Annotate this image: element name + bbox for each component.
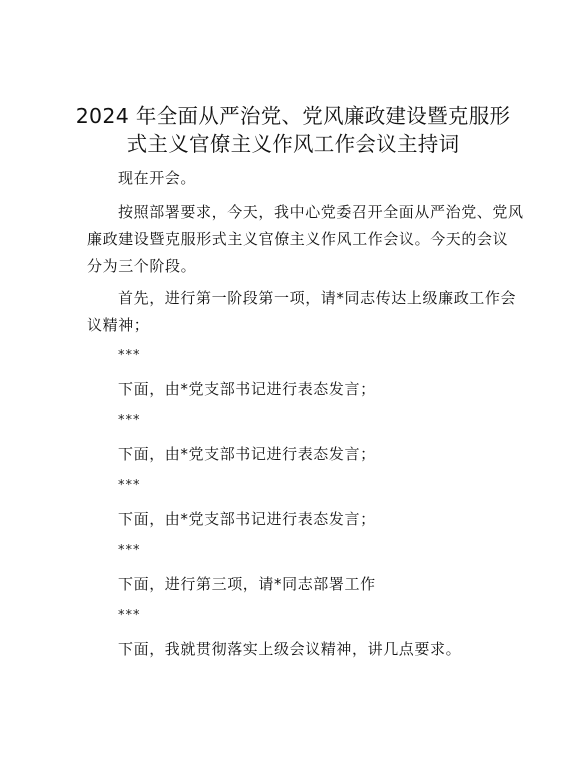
document-title-line-2: 式主义官僚主义作风工作会议主持词: [126, 132, 460, 156]
paragraph-closing-requirements: 下面，我就贯彻落实上级会议精神，讲几点要求。: [118, 640, 462, 658]
paragraph-first-item-line-2: 议精神；: [87, 316, 150, 334]
paragraph-opening: 现在开会。: [118, 169, 197, 187]
separator-asterisks: ***: [118, 478, 141, 493]
paragraph-speech-2: 下面，由*党支部书记进行表态发言；: [118, 445, 376, 463]
separator-asterisks: ***: [118, 543, 141, 558]
document-title-line-1: 2024 年全面从严治党、党风廉政建设暨克服形: [75, 104, 511, 128]
separator-asterisks: ***: [118, 608, 141, 623]
paragraph-first-item-line-1: 首先，进行第一阶段第一项，请*同志传达上级廉政工作会: [118, 289, 517, 307]
separator-asterisks: ***: [118, 348, 141, 363]
paragraph-speech-1: 下面，由*党支部书记进行表态发言；: [118, 380, 376, 398]
paragraph-intro-line-1: 按照部署要求，今天，我中心党委召开全面从严治党、党风: [118, 203, 524, 221]
paragraph-intro-line-2: 廉政建设暨克服形式主义官僚主义作风工作会议。今天的会议: [87, 230, 509, 248]
paragraph-intro-line-3: 分为三个阶段。: [87, 257, 197, 275]
paragraph-third-item: 下面，进行第三项，请*同志部署工作: [118, 575, 376, 593]
paragraph-speech-3: 下面，由*党支部书记进行表态发言；: [118, 510, 376, 528]
separator-asterisks: ***: [118, 413, 141, 428]
